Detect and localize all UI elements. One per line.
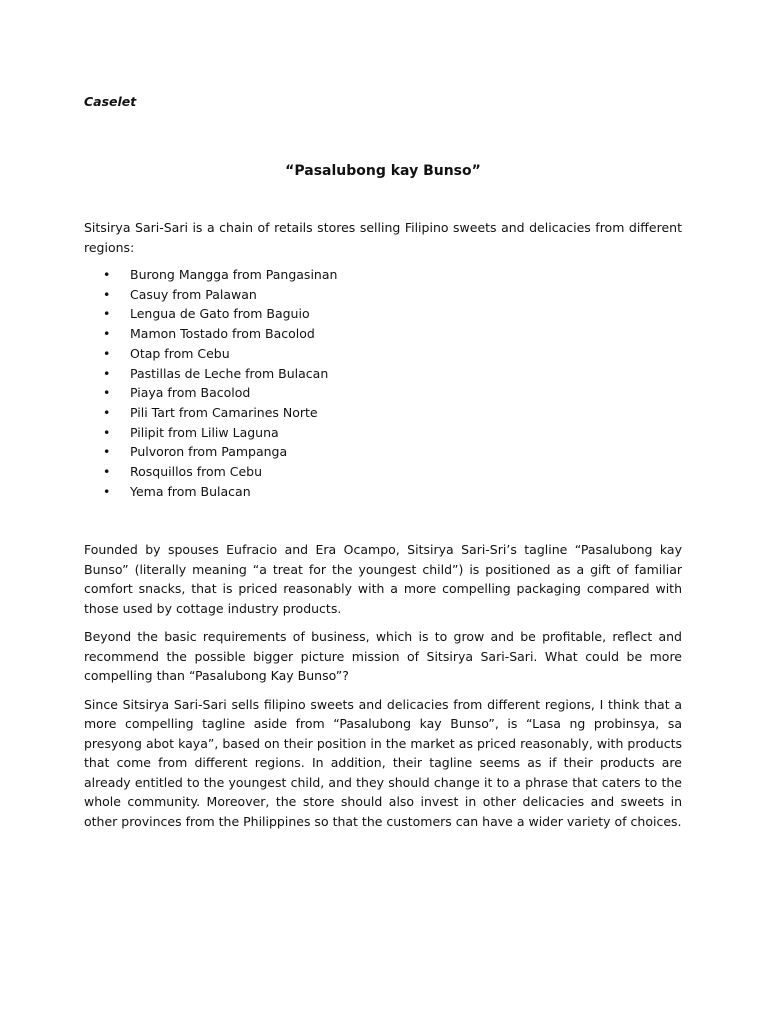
- bullet-icon: •: [103, 306, 111, 322]
- bullet-icon: •: [103, 345, 111, 361]
- document-title: “Pasalubong kay Bunso”: [285, 163, 481, 179]
- list-item: [84, 423, 682, 443]
- list-item-text: Burong Mangga from Pangasinan: [130, 267, 338, 282]
- list-item: [84, 324, 682, 344]
- bullet-icon: •: [103, 404, 111, 420]
- list-item: [84, 344, 682, 364]
- list-item: [84, 285, 682, 305]
- list-item: [84, 265, 682, 285]
- list-item: [84, 442, 682, 462]
- list-item-text: Piaya from Bacolod: [130, 385, 251, 401]
- list-item: [84, 383, 682, 403]
- bullet-icon: •: [103, 483, 111, 499]
- list-item-text: Mamon Tostado from Bacolod: [130, 326, 315, 342]
- bullet-icon: •: [103, 464, 111, 480]
- list-item-text: Otap from Cebu: [130, 345, 230, 361]
- list-item: [84, 364, 682, 384]
- bullet-icon: •: [103, 286, 111, 302]
- list-item: [84, 304, 682, 324]
- list-item-text: Casuy from Palawan: [130, 286, 257, 302]
- bullet-icon: •: [103, 424, 111, 440]
- list-item-text: Rosquillos from Cebu: [130, 464, 263, 480]
- founders-paragraph: Founded by spouses Eufracio and Era Ocampo, Sitsirya Sari-Sri’s tagline “Pasalubong kay Bunso” (literally meaning “a treat for the youngest child”) is positioned as a gift of familiar comfort snacks, that is priced reasonably with a more compelling packaging compared with those used by cottage industry products.: [84, 542, 682, 616]
- list-item-text: Pili Tart from Camarines Norte: [130, 404, 318, 420]
- list-item: [84, 462, 682, 482]
- intro-paragraph: Sitsirya Sari-Sari is a chain of retails stores selling Filipino sweets and delicacies from different regions:: [84, 220, 682, 255]
- list-item: [84, 482, 682, 502]
- question-paragraph: Beyond the basic requirements of business, which is to grow and be profitable, reflect and recommend the possible bigger picture mission of Sitsirya Sari-Sari. What could be more compelling than “Pasalubong Kay Bunso”?: [84, 629, 682, 684]
- list-item-text: Pilipit from Liliw Laguna: [130, 424, 279, 440]
- list-item: [84, 403, 682, 423]
- bullet-icon: •: [103, 385, 111, 401]
- list-item-text: Pastillas de Leche from Bulacan: [130, 365, 329, 381]
- list-item-text: Lengua de Gato from Baguio: [130, 306, 310, 322]
- caselet-label: Caselet: [84, 94, 137, 109]
- answer-paragraph: Since Sitsirya Sari-Sari sells filipino sweets and delicacies from different regions, I think that a more compelling tagline aside from “Pasalubong kay Bunso”, is “Lasa ng probinsya, sa presyong abot kaya”, based on their position in the market as priced reasonably, with products that come from different regions. In addition, their tagline seems as if their products are already entitled to the youngest child, and they should change it to a phrase that caters to the whole community. Moreover, the store should also invest in other delicacies and sweets in other provinces from the Philippines so that the customers can have a wider variety of choices.: [84, 696, 682, 829]
- bullet-icon: •: [103, 365, 111, 381]
- list-item-text: Yema from Bulacan: [130, 483, 251, 499]
- delicacies-list: [84, 265, 682, 501]
- list-item-text: Pulvoron from Pampanga: [130, 444, 288, 460]
- bullet-icon: •: [103, 267, 111, 282]
- bullet-icon: •: [103, 444, 111, 460]
- bullet-icon: •: [103, 326, 111, 342]
